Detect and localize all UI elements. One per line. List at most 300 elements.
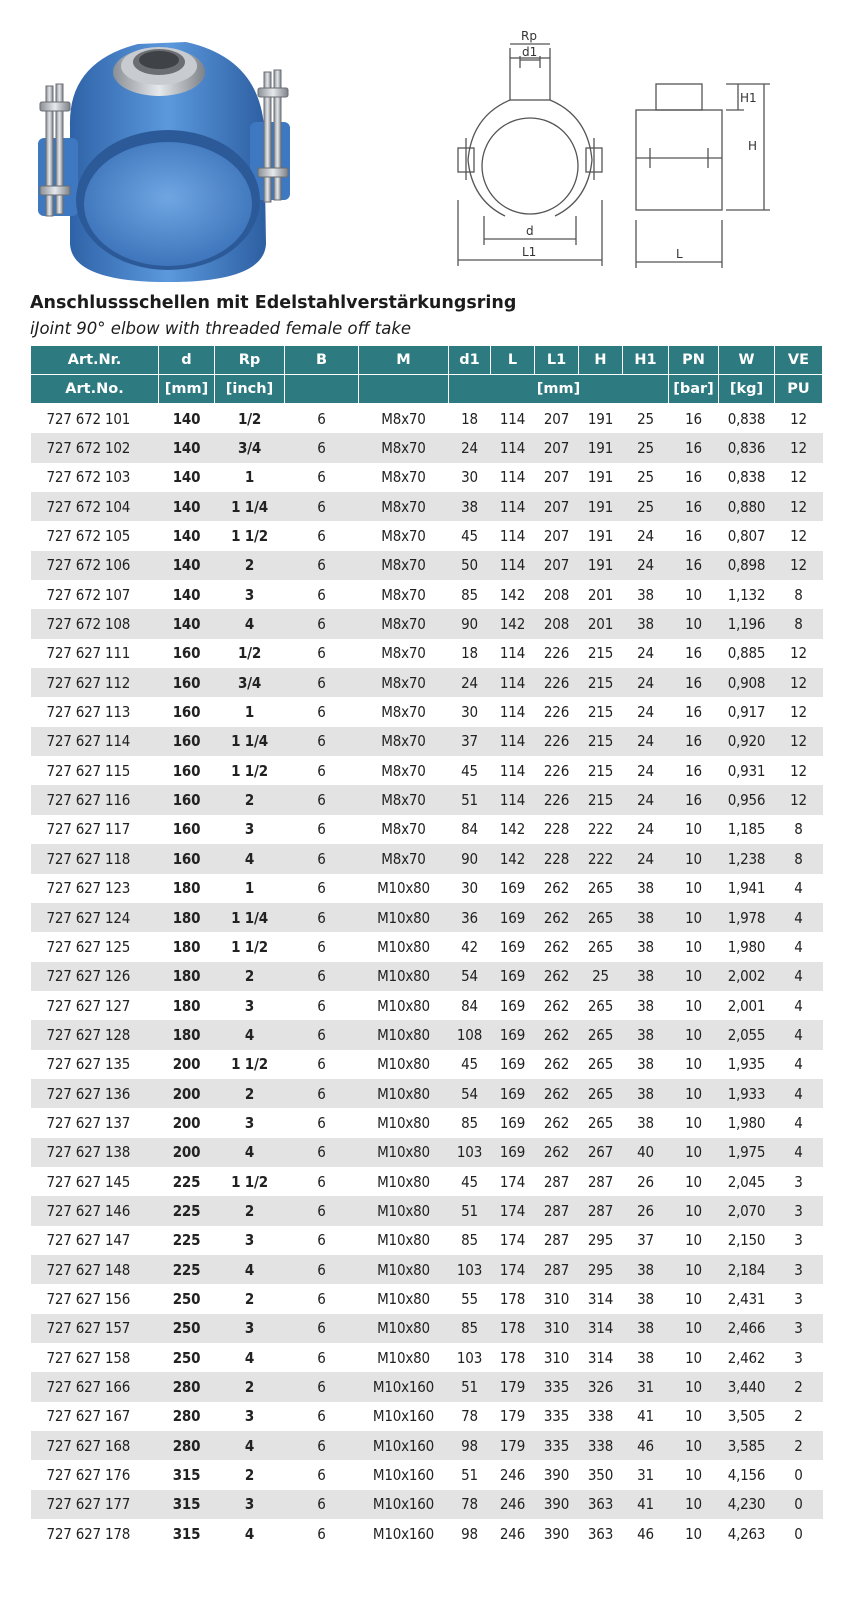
table-cell: 335 [535,1431,579,1460]
header-b: B [285,346,359,375]
label-d1: d1 [522,45,538,59]
table-cell: 727 627 145 [46,1172,131,1191]
table-cell: 114 [499,468,526,487]
table-cell: 114 [491,492,535,521]
table-cell: 727 627 146 [31,1196,159,1225]
table-cell: 178 [491,1314,535,1343]
table-cell: 208 [543,585,570,604]
label-l: L [676,247,683,261]
table-cell: 174 [491,1255,535,1284]
table-cell: 1,980 [727,937,766,956]
table-cell: 6 [285,492,359,521]
table-cell: 37 [449,727,491,756]
table-row [31,1167,823,1196]
table-cell: 16 [669,668,719,697]
table-cell: 0,931 [727,761,766,780]
table-row [31,1020,823,1049]
table-cell: 250 [159,1314,215,1343]
table-cell: 1,132 [727,585,766,604]
table-cell: 4 [775,1079,823,1108]
table-cell: 114 [499,644,526,663]
table-cell: 12 [790,468,807,487]
table-row [31,580,823,609]
table-cell: 90 [449,844,491,873]
table-cell: 727 627 177 [31,1490,159,1519]
table-cell: 38 [637,937,654,956]
table-cell: 2 [215,1079,285,1108]
table-cell: 38 [623,609,669,638]
table-cell: 727 672 104 [31,492,159,521]
table-cell: 363 [579,1490,623,1519]
table-cell: 16 [685,644,702,663]
table-cell: 727 627 178 [46,1524,131,1543]
table-cell: 169 [491,1079,535,1108]
table-cell: 6 [285,844,359,873]
table-cell: 225 [172,1231,201,1250]
table-cell: 6 [285,609,359,638]
table-cell: 140 [159,551,215,580]
table-cell: 180 [159,1020,215,1049]
table-cell: 4 [215,1431,285,1460]
table-cell: 10 [669,609,719,638]
table-cell: 10 [685,1172,702,1191]
table-cell: 287 [579,1196,623,1225]
table-cell: 31 [637,1466,654,1485]
table-cell: 179 [491,1431,535,1460]
table-cell: 1,935 [727,1055,766,1074]
table-cell: 265 [587,1055,614,1074]
table-cell: 727 627 128 [31,1020,159,1049]
table-cell: 10 [685,1231,702,1250]
table-cell: 727 627 137 [46,1113,131,1132]
table-cell: 6 [317,527,326,546]
table-cell: 390 [543,1524,570,1543]
table-cell: 3 [794,1289,803,1308]
table-cell: M8x70 [381,820,426,839]
table-row [31,1079,823,1108]
table-cell: M10x80 [377,1113,430,1132]
table-cell: 4 [775,903,823,932]
table-cell: 727 627 127 [46,996,131,1015]
table-cell: M10x80 [377,879,430,898]
table-cell: 1,941 [727,879,766,898]
header-row-2 [31,375,823,404]
table-cell: 4 [775,1020,823,1049]
table-cell: 140 [159,492,215,521]
table-cell: 295 [579,1255,623,1284]
table-row [31,1108,823,1137]
table-cell: 2,184 [719,1255,775,1284]
title-german: Anschlussschellen mit Edelstahlverstärkungsring [30,293,517,313]
table-cell: 24 [637,644,654,663]
table-cell: M10x160 [372,1466,435,1485]
table-cell: 140 [159,609,215,638]
table-cell: 262 [543,1055,570,1074]
table-cell: 12 [775,551,823,580]
table-cell: 2 [215,1372,285,1401]
header-b-unit [285,375,359,404]
table-cell: 727 627 158 [46,1348,131,1367]
table-cell: M8x70 [359,492,449,521]
table-cell: 24 [637,761,654,780]
table-cell: 280 [159,1431,215,1460]
table-cell: 3 [794,1172,803,1191]
table-cell: 0 [775,1490,823,1519]
table-cell: 201 [587,585,614,604]
header-pn-unit: [bar] [669,375,719,404]
table-cell: 24 [623,844,669,873]
table-cell: 3,505 [727,1407,766,1426]
table-cell: 6 [317,409,326,428]
table-row [31,1372,823,1401]
table-row [31,1284,823,1313]
table-cell: 16 [685,409,702,428]
table-cell: 0,908 [719,668,775,697]
table-cell: 25 [579,962,623,991]
table-cell: 2,070 [719,1196,775,1225]
table-cell: 2,055 [719,1020,775,1049]
table-cell: 3 [775,1255,823,1284]
table-cell: M8x70 [359,668,449,697]
table-cell: 180 [172,996,201,1015]
header-row-1 [31,346,823,375]
table-cell: 6 [317,1055,326,1074]
table-cell: 26 [637,1172,654,1191]
table-cell: 25 [637,409,654,428]
table-cell: 191 [587,527,614,546]
product-photo [28,18,296,284]
table-cell: 207 [543,468,570,487]
table-cell: 727 672 103 [46,468,131,487]
table-cell: 200 [159,1079,215,1108]
table-cell: 38 [623,1020,669,1049]
table-row [31,1431,823,1460]
table-cell: M8x70 [381,585,426,604]
table-cell: 10 [685,879,702,898]
table-cell: 727 627 148 [31,1255,159,1284]
table-cell: 0,807 [727,527,766,546]
table-cell: 114 [499,703,526,722]
table-cell: 169 [491,903,535,932]
table-cell: 6 [317,703,326,722]
table-cell: 174 [499,1172,526,1191]
table-cell: 6 [317,879,326,898]
table-cell: 8 [794,820,803,839]
table-cell: 3 [244,1407,255,1426]
table-cell: 2 [215,551,285,580]
table-cell: 6 [317,585,326,604]
table-row [31,1196,823,1225]
table-cell: 24 [637,703,654,722]
table-cell: 10 [669,1490,719,1519]
table-cell: 4 [215,1138,285,1167]
table-row [31,697,823,726]
table-cell: 2,431 [727,1289,766,1308]
table-cell: 226 [535,727,579,756]
table-cell: 191 [587,409,614,428]
table-cell: 10 [669,1079,719,1108]
table-cell: 140 [159,433,215,462]
table-cell: 2 [215,1196,285,1225]
header-ve: VE [775,346,823,375]
table-cell: 160 [172,644,201,663]
table-cell: 38 [623,1079,669,1108]
table-cell: 2,002 [719,962,775,991]
table-cell: 10 [669,844,719,873]
table-cell: M10x80 [377,1055,430,1074]
table-cell: 0,956 [719,785,775,814]
table-cell: 6 [285,962,359,991]
table-cell: 174 [491,1196,535,1225]
table-cell: 16 [669,492,719,521]
table-cell: 160 [172,703,201,722]
table-cell: 727 627 117 [46,820,131,839]
table-cell: 246 [499,1524,526,1543]
header-l1: L1 [535,346,579,375]
table-cell: M8x70 [381,527,426,546]
table-cell: M10x80 [359,903,449,932]
table-cell: 8 [794,585,803,604]
header-art-no: Art.No. [31,375,159,404]
table-cell: 191 [587,468,614,487]
table-cell: 1 1/4 [215,903,285,932]
table-cell: 0,838 [727,468,766,487]
header-d-unit: [mm] [159,375,215,404]
title-english: iJoint 90° elbow with threaded female off take [30,319,412,338]
table-cell: 338 [579,1431,623,1460]
table-cell: 6 [285,668,359,697]
table-cell: 6 [317,761,326,780]
table-row [31,1050,823,1079]
table-cell: 40 [623,1138,669,1167]
table-row [31,639,823,668]
table-cell: 4 [244,1348,255,1367]
table-cell: 1 1/4 [215,492,285,521]
table-row [31,1138,823,1167]
table-cell: 287 [543,1231,570,1250]
table-cell: 265 [579,1079,623,1108]
table-cell: 4 [775,1138,823,1167]
table-cell: 1 1/2 [231,761,268,780]
table-cell: 287 [587,1172,614,1191]
table-cell: 6 [285,903,359,932]
table-cell: 180 [159,962,215,991]
table-row [31,815,823,844]
table-cell: 85 [461,585,478,604]
table-cell: 16 [685,761,702,780]
table-cell: 727 627 157 [31,1314,159,1343]
header-rp: Rp [215,346,285,375]
table-cell: M10x160 [359,1490,449,1519]
table-cell: 169 [499,996,526,1015]
table-row [31,609,823,638]
table-cell: 191 [579,433,623,462]
table-row [31,785,823,814]
table-cell: M10x160 [359,1431,449,1460]
table-cell: 38 [637,879,654,898]
table-cell: 10 [685,1466,702,1485]
table-cell: 6 [285,727,359,756]
table-cell: 114 [491,727,535,756]
table-cell: 169 [499,1113,526,1132]
table-cell: 10 [685,820,702,839]
table-cell: 10 [669,1196,719,1225]
table-cell: 215 [579,785,623,814]
table-cell: 3/4 [215,433,285,462]
table-cell: 38 [637,1348,654,1367]
table-cell: 140 [172,527,201,546]
table-cell: 1 1/2 [231,1172,268,1191]
table-row [31,668,823,697]
table-cell: 310 [535,1314,579,1343]
table-cell: 4,230 [719,1490,775,1519]
table-cell: 16 [669,785,719,814]
table-cell: 262 [543,1113,570,1132]
table-cell: 25 [623,492,669,521]
table-cell: 12 [790,761,807,780]
table-cell: 3,440 [719,1372,775,1401]
table-cell: 6 [285,1314,359,1343]
label-rp: Rp [521,29,537,43]
table-cell: 727 672 102 [31,433,159,462]
table-cell: 38 [623,1255,669,1284]
table-cell: M8x70 [381,409,426,428]
table-cell: 160 [172,820,201,839]
table-cell: 1,185 [727,820,766,839]
table-cell: 10 [685,585,702,604]
table-cell: 24 [637,820,654,839]
table-cell: 10 [685,1289,702,1308]
table-cell: 207 [543,527,570,546]
table-cell: 0,917 [727,703,766,722]
table-cell: 250 [172,1289,201,1308]
table-row [31,404,823,434]
table-cell: 169 [499,1055,526,1074]
table-cell: M10x80 [377,937,430,956]
table-row [31,492,823,521]
table-cell: 4 [775,962,823,991]
table-cell: M8x70 [381,761,426,780]
header-m: M [359,346,449,375]
table-cell: 3,585 [719,1431,775,1460]
table-cell: 103 [449,1138,491,1167]
table-cell: 265 [587,996,614,1015]
table-cell: 225 [159,1255,215,1284]
table-cell: 727 672 107 [46,585,131,604]
table-cell: 225 [172,1172,201,1191]
table-cell: 3 [794,1348,803,1367]
table-cell: 103 [449,1255,491,1284]
table-cell: 169 [491,1138,535,1167]
table-cell: 6 [285,1255,359,1284]
spec-table [30,346,823,1548]
table-cell: 114 [491,668,535,697]
table-cell: 0,836 [719,433,775,462]
table-cell: 10 [669,1372,719,1401]
table-cell: 6 [285,1431,359,1460]
table-cell: 12 [775,785,823,814]
table-cell: M8x70 [359,844,449,873]
table-cell: 85 [449,1314,491,1343]
table-cell: 90 [449,609,491,638]
table-cell: 140 [172,409,201,428]
table-cell: 4 [794,1113,803,1132]
table-cell: 12 [775,492,823,521]
table-cell: 215 [579,727,623,756]
table-cell: M8x70 [359,609,449,638]
table-cell: 295 [587,1231,614,1250]
table-cell: 315 [159,1490,215,1519]
table-cell: 727 627 176 [46,1466,131,1485]
table-cell: 727 627 116 [31,785,159,814]
table-cell: 222 [587,820,614,839]
table-cell: 26 [623,1196,669,1225]
table-cell: 2 [775,1431,823,1460]
table-cell: 215 [587,761,614,780]
table-cell: 727 627 135 [46,1055,131,1074]
table-cell: 180 [159,903,215,932]
table-cell: 2 [244,1289,255,1308]
table-cell: 25 [623,433,669,462]
table-cell: 10 [669,1138,719,1167]
table-cell: 3 [244,1113,255,1132]
table-cell: 727 672 106 [31,551,159,580]
table-cell: 727 627 125 [46,937,131,956]
table-cell: 30 [461,468,478,487]
table-cell: 727 627 115 [46,761,131,780]
table-cell: 12 [790,644,807,663]
table-row [31,844,823,873]
table-cell: 12 [790,527,807,546]
table-cell: 180 [172,879,201,898]
table-cell: 2,466 [719,1314,775,1343]
table-cell: 2 [215,785,285,814]
table-cell: 31 [623,1372,669,1401]
table-cell: 207 [535,492,579,521]
table-cell: 280 [159,1372,215,1401]
table-cell: 45 [461,1055,478,1074]
table-cell: 6 [317,1466,326,1485]
table-cell: 38 [637,996,654,1015]
table-cell: 24 [623,785,669,814]
table-cell: 2 [775,1372,823,1401]
table-cell: 727 627 112 [31,668,159,697]
table-cell: 24 [623,727,669,756]
table-cell: 6 [317,1289,326,1308]
table-cell: 265 [587,1113,614,1132]
table-cell: 727 627 168 [31,1431,159,1460]
table-cell: 200 [159,1138,215,1167]
table-cell: 228 [543,820,570,839]
table-cell: M10x80 [359,962,449,991]
table-cell: 2 [215,962,285,991]
table-cell: 4 [794,996,803,1015]
table-cell: 4,156 [727,1466,766,1485]
table-cell: 18 [461,644,478,663]
table-cell: 2,462 [727,1348,766,1367]
table-cell: M10x80 [377,996,430,1015]
table-cell: 727 627 147 [46,1231,131,1250]
table-cell: 2,001 [727,996,766,1015]
table-cell: 200 [172,1055,201,1074]
table-cell: 315 [172,1524,201,1543]
table-cell: 326 [579,1372,623,1401]
table-cell: 10 [685,1113,702,1132]
table-row [31,1226,823,1255]
table-row [31,1343,823,1372]
table-cell: 12 [775,668,823,697]
table-cell: M10x80 [359,1314,449,1343]
